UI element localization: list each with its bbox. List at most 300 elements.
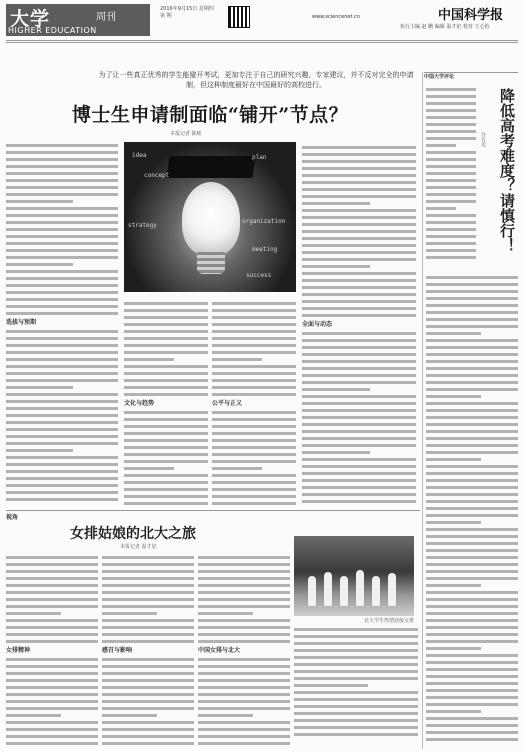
text-line: [212, 467, 262, 470]
article-illustration: [124, 142, 296, 292]
text-line: [426, 500, 518, 503]
text-line: [302, 153, 416, 156]
text-line: [426, 633, 518, 636]
text-line: [6, 214, 118, 217]
text-line: [102, 658, 194, 661]
text-line: [426, 290, 518, 293]
text-line: [124, 446, 208, 449]
text-block: [6, 658, 98, 745]
text-line: [198, 693, 290, 696]
text-line: [212, 411, 296, 414]
text-block: [6, 556, 98, 643]
text-line: [198, 714, 253, 717]
text-line: [102, 633, 194, 636]
text-line: [426, 423, 518, 426]
text-line: [302, 202, 370, 205]
text-line: [124, 439, 208, 442]
text-line: [426, 353, 518, 356]
text-line: [294, 705, 418, 708]
text-line: [426, 374, 518, 377]
subhead-1: 选拔与预期: [6, 319, 37, 326]
photo-figure: [372, 576, 380, 606]
text-line: [302, 423, 416, 426]
text-line: [426, 521, 481, 524]
text-line: [212, 330, 296, 333]
text-line: [426, 228, 476, 231]
text-line: [302, 332, 416, 335]
text-line: [124, 467, 174, 470]
text-line: [6, 612, 61, 615]
sidebar-author: 许有光: [480, 132, 486, 147]
text-line: [426, 507, 518, 510]
text-line: [426, 311, 518, 314]
text-line: [426, 542, 518, 545]
text-line: [426, 661, 518, 664]
text-line: [302, 286, 416, 289]
text-line: [124, 453, 208, 456]
text-line: [6, 442, 118, 445]
text-line: [426, 151, 476, 154]
text-line: [6, 686, 98, 689]
text-line: [294, 698, 418, 701]
text-line: [102, 735, 194, 738]
text-line: [426, 598, 518, 601]
text-line: [294, 628, 418, 631]
qr-code-icon: [228, 6, 250, 28]
text-line: [426, 297, 518, 300]
section-title: 大学: [10, 8, 51, 30]
text-line: [6, 207, 118, 210]
header-divider-second: [6, 42, 518, 43]
text-line: [102, 700, 194, 703]
text-line: [212, 474, 296, 477]
second-subhead-1: 女排精神: [6, 647, 31, 654]
text-line: [426, 395, 481, 398]
text-line: [6, 728, 98, 731]
text-line: [426, 514, 518, 517]
text-line: [212, 302, 296, 305]
text-line: [6, 284, 118, 287]
text-block: [302, 332, 416, 503]
text-line: [426, 346, 518, 349]
text-line: [198, 570, 290, 573]
text-line: [6, 714, 61, 717]
text-line: [124, 474, 208, 477]
sidebar-text-main: [426, 272, 518, 748]
text-line: [6, 626, 98, 629]
text-line: [6, 358, 118, 361]
text-line: [426, 249, 476, 252]
text-line: [302, 195, 416, 198]
second-column-4: [294, 624, 418, 748]
text-line: [124, 379, 208, 382]
text-line: [124, 488, 208, 491]
chalk-word: idea: [132, 152, 147, 159]
photo-figure: [324, 572, 332, 606]
text-line: [294, 733, 418, 736]
text-line: [302, 409, 416, 412]
text-line: [426, 731, 518, 734]
text-line: [302, 458, 416, 461]
photo-figure: [388, 573, 396, 606]
text-line: [426, 458, 481, 461]
text-line: [6, 330, 118, 333]
text-line: [6, 477, 118, 480]
text-line: [212, 393, 296, 396]
text-line: [426, 144, 456, 147]
text-line: [426, 88, 476, 91]
text-line: [124, 316, 208, 319]
text-line: [426, 179, 476, 182]
text-line: [6, 277, 118, 280]
text-line: [426, 165, 476, 168]
text-line: [124, 432, 208, 435]
text-line: [124, 351, 208, 354]
text-line: [302, 465, 416, 468]
text-line: [6, 165, 118, 168]
text-line: [426, 528, 518, 531]
text-line: [294, 691, 418, 694]
text-line: [302, 493, 416, 496]
text-line: [6, 298, 118, 301]
text-line: [6, 270, 118, 273]
text-line: [6, 449, 73, 452]
text-line: [6, 400, 118, 403]
text-line: [198, 612, 253, 615]
text-line: [302, 500, 416, 503]
text-line: [426, 360, 518, 363]
text-line: [6, 598, 98, 601]
text-line: [426, 283, 518, 286]
text-block: [426, 88, 476, 259]
text-line: [302, 367, 416, 370]
text-line: [102, 612, 157, 615]
second-column-2: [102, 552, 194, 748]
article-column-4: [302, 142, 416, 508]
text-line: [6, 379, 118, 382]
article-column-2: [124, 298, 208, 508]
text-line: [102, 640, 194, 643]
text-line: [426, 402, 518, 405]
text-line: [426, 332, 481, 335]
text-line: [102, 570, 194, 573]
text-line: [102, 742, 194, 745]
chalk-word: success: [246, 272, 272, 279]
text-line: [426, 137, 476, 140]
text-line: [212, 418, 296, 421]
text-block: [198, 658, 290, 745]
text-line: [426, 130, 476, 133]
text-line: [6, 742, 98, 745]
text-line: [426, 242, 476, 245]
text-line: [198, 563, 290, 566]
section-title-english: HIGHER EDUCATION: [8, 26, 97, 35]
text-line: [198, 658, 290, 661]
lightbulb-icon: [182, 182, 240, 256]
text-line: [212, 488, 296, 491]
editor-credits: 执行主编 赵 鹏 编辑 温才妃 校对 王心怡: [400, 24, 490, 30]
text-block: [124, 302, 208, 396]
text-line: [124, 418, 208, 421]
chalk-word: plan: [252, 154, 267, 161]
text-line: [212, 432, 296, 435]
text-line: [302, 430, 416, 433]
text-line: [198, 686, 290, 689]
text-line: [212, 446, 296, 449]
text-line: [6, 386, 73, 389]
text-line: [426, 186, 476, 189]
text-line: [6, 221, 118, 224]
text-line: [426, 256, 476, 259]
text-line: [102, 721, 194, 724]
text-line: [6, 735, 98, 738]
text-line: [6, 640, 98, 643]
text-line: [198, 665, 290, 668]
text-line: [426, 221, 476, 224]
text-line: [6, 393, 118, 396]
text-line: [6, 484, 118, 487]
text-block: [302, 146, 416, 317]
text-line: [212, 386, 296, 389]
text-line: [6, 151, 118, 154]
text-line: [302, 479, 416, 482]
text-line: [212, 439, 296, 442]
newspaper-logo: 中国科学报: [438, 8, 504, 23]
text-line: [302, 353, 416, 356]
text-line: [294, 663, 418, 666]
text-line: [198, 626, 290, 629]
text-block: [212, 302, 296, 396]
text-line: [426, 577, 518, 580]
text-line: [426, 647, 481, 650]
text-line: [426, 605, 518, 608]
article-byline: 本报记者 陈彬: [170, 131, 202, 137]
text-line: [302, 388, 370, 391]
text-line: [198, 556, 290, 559]
text-line: [102, 665, 194, 668]
text-line: [426, 738, 518, 741]
text-line: [198, 591, 290, 594]
text-line: [302, 181, 416, 184]
text-line: [212, 351, 296, 354]
text-line: [124, 393, 208, 396]
text-line: [302, 486, 416, 489]
text-line: [102, 556, 194, 559]
text-line: [6, 200, 73, 203]
text-line: [198, 672, 290, 675]
text-line: [212, 379, 296, 382]
text-line: [302, 451, 370, 454]
text-line: [426, 493, 518, 496]
text-line: [124, 337, 208, 340]
text-line: [6, 556, 98, 559]
text-line: [6, 249, 118, 252]
text-line: [426, 158, 476, 161]
text-line: [6, 563, 98, 566]
text-line: [426, 200, 476, 203]
text-line: [102, 619, 194, 622]
text-line: [6, 605, 98, 608]
text-line: [198, 605, 290, 608]
text-line: [302, 209, 416, 212]
text-line: [426, 116, 476, 119]
text-block: [294, 628, 418, 736]
article-column-1: [6, 140, 118, 508]
text-line: [6, 372, 118, 375]
text-line: [6, 144, 118, 147]
text-line: [6, 665, 98, 668]
text-line: [426, 549, 518, 552]
text-line: [212, 309, 296, 312]
article-column-3: [212, 298, 296, 508]
text-line: [102, 679, 194, 682]
text-line: [426, 696, 518, 699]
text-line: [6, 721, 98, 724]
text-line: [302, 160, 416, 163]
text-line: [6, 633, 98, 636]
text-line: [198, 598, 290, 601]
text-line: [124, 502, 208, 505]
text-line: [302, 472, 416, 475]
text-line: [426, 591, 518, 594]
text-line: [124, 411, 208, 414]
text-line: [302, 339, 416, 342]
text-line: [426, 102, 476, 105]
text-line: [294, 649, 418, 652]
text-line: [426, 710, 481, 713]
text-line: [6, 498, 118, 501]
text-line: [302, 230, 416, 233]
text-line: [302, 374, 416, 377]
issue-date: [160, 6, 270, 20]
text-line: [102, 584, 194, 587]
lightbulb-base: [197, 252, 225, 274]
text-line: [124, 344, 208, 347]
text-line: [6, 365, 118, 368]
text-line: [426, 619, 518, 622]
text-line: [6, 463, 118, 466]
text-line: [426, 654, 518, 657]
text-line: [6, 591, 98, 594]
photo-figure: [340, 576, 348, 606]
chalk-word: strategy: [128, 222, 157, 229]
text-line: [6, 263, 73, 266]
text-line: [426, 339, 518, 342]
text-line: [302, 167, 416, 170]
text-line: [6, 421, 118, 424]
text-line: [6, 256, 118, 259]
text-line: [426, 276, 518, 279]
text-line: [426, 381, 518, 384]
website-url[interactable]: www.sciencenet.cn: [312, 14, 360, 20]
chalk-word: organization: [242, 218, 286, 225]
text-block: [6, 330, 118, 501]
text-block: [6, 144, 118, 315]
text-line: [426, 703, 518, 706]
text-line: [302, 437, 416, 440]
text-line: [302, 416, 416, 419]
text-line: [124, 481, 208, 484]
text-line: [6, 186, 118, 189]
text-line: [212, 495, 296, 498]
section-tag: 视角: [6, 514, 19, 521]
text-line: [6, 407, 118, 410]
text-line: [6, 584, 98, 587]
text-line: [6, 344, 118, 347]
text-block: [102, 658, 194, 745]
text-line: [302, 244, 416, 247]
text-line: [6, 658, 98, 661]
text-line: [198, 721, 290, 724]
subhead-2: 文化与趋势: [124, 400, 155, 407]
text-line: [6, 428, 118, 431]
text-line: [124, 495, 208, 498]
text-line: [426, 486, 518, 489]
text-line: [212, 323, 296, 326]
chalk-word: meeting: [252, 246, 278, 253]
text-line: [302, 314, 416, 317]
photo-figure: [356, 570, 364, 606]
text-line: [102, 591, 194, 594]
text-line: [102, 714, 157, 717]
text-line: [426, 193, 476, 196]
text-line: [212, 365, 296, 368]
text-line: [6, 672, 98, 675]
text-line: [302, 293, 416, 296]
text-line: [6, 435, 118, 438]
text-line: [6, 577, 98, 580]
text-line: [102, 598, 194, 601]
text-line: [294, 719, 418, 722]
text-line: [6, 351, 118, 354]
text-line: [124, 372, 208, 375]
text-line: [124, 460, 208, 463]
text-line: [426, 214, 476, 217]
text-line: [426, 682, 518, 685]
text-line: [124, 358, 174, 361]
text-line: [426, 430, 518, 433]
text-line: [102, 672, 194, 675]
sidebar-text-top: [426, 84, 476, 268]
text-line: [6, 228, 118, 231]
text-line: [426, 556, 518, 559]
text-line: [102, 728, 194, 731]
graduation-cap-icon: [166, 156, 255, 178]
text-line: [426, 689, 518, 692]
text-line: [212, 425, 296, 428]
text-line: [426, 724, 518, 727]
text-line: [426, 235, 476, 238]
text-line: [124, 386, 208, 389]
text-line: [426, 318, 518, 321]
text-line: [6, 693, 98, 696]
photo-caption: 北大学生热情迎接女排: [363, 618, 414, 624]
text-line: [198, 640, 290, 643]
text-line: [426, 479, 518, 482]
text-line: [302, 258, 416, 261]
second-article-byline: 本报记者 温才妃: [120, 544, 157, 550]
subhead-4: 全面与动态: [302, 321, 333, 328]
second-column-3: [198, 552, 290, 748]
text-block: [124, 411, 208, 505]
text-line: [426, 465, 518, 468]
text-line: [302, 279, 416, 282]
text-line: [426, 304, 518, 307]
text-line: [302, 188, 416, 191]
text-line: [426, 109, 476, 112]
text-line: [198, 679, 290, 682]
text-line: [6, 470, 118, 473]
